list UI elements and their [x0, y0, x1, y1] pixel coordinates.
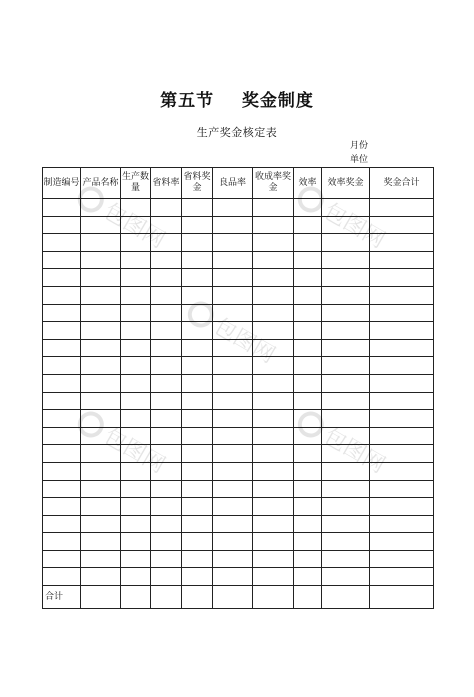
table-cell[interactable] [370, 445, 434, 463]
table-cell[interactable] [121, 286, 151, 304]
table-cell[interactable] [370, 480, 434, 498]
table-cell[interactable] [43, 462, 81, 480]
table-cell[interactable] [294, 550, 322, 568]
table-cell[interactable] [213, 199, 253, 217]
table-cell[interactable] [81, 445, 121, 463]
table-cell[interactable] [121, 374, 151, 392]
table-cell[interactable] [151, 462, 182, 480]
table-cell[interactable] [43, 392, 81, 410]
table-cell[interactable] [81, 550, 121, 568]
table-header-row [43, 168, 434, 199]
table-cell[interactable] [81, 251, 121, 269]
table-cell[interactable] [253, 251, 294, 269]
table-cell[interactable] [213, 392, 253, 410]
table-row [43, 427, 434, 445]
table-cell[interactable] [213, 234, 253, 252]
table-row [43, 199, 434, 217]
table-cell[interactable] [151, 304, 182, 322]
table-cell[interactable] [253, 427, 294, 445]
table-cell[interactable] [370, 410, 434, 428]
table-row [43, 498, 434, 516]
table-cell[interactable] [182, 568, 213, 586]
table-cell[interactable] [81, 480, 121, 498]
table-cell[interactable] [182, 234, 213, 252]
table-cell[interactable] [121, 515, 151, 533]
table-cell[interactable] [151, 216, 182, 234]
table-cell[interactable] [370, 322, 434, 340]
table-cell[interactable] [322, 322, 370, 340]
table-cell[interactable] [253, 533, 294, 551]
table-cell[interactable] [213, 322, 253, 340]
table-cell[interactable] [294, 322, 322, 340]
table-cell[interactable] [370, 533, 434, 551]
table-cell[interactable] [182, 427, 213, 445]
table-cell[interactable] [322, 286, 370, 304]
table-cell[interactable] [182, 251, 213, 269]
table-cell[interactable] [151, 515, 182, 533]
table-cell[interactable] [294, 357, 322, 375]
table-cell[interactable] [370, 462, 434, 480]
table-cell[interactable] [370, 251, 434, 269]
table-cell[interactable] [294, 286, 322, 304]
table-cell[interactable] [370, 234, 434, 252]
table-cell[interactable] [121, 216, 151, 234]
table-cell[interactable] [253, 462, 294, 480]
table-row [43, 357, 434, 375]
table-cell[interactable] [121, 339, 151, 357]
table-cell[interactable] [151, 427, 182, 445]
table-cell[interactable] [81, 339, 121, 357]
table-cell[interactable] [213, 339, 253, 357]
header-cell-6: 收成率奖金 [253, 168, 294, 199]
table-cell[interactable] [253, 550, 294, 568]
total-cell[interactable] [151, 586, 182, 609]
table-cell[interactable] [81, 515, 121, 533]
table-cell[interactable] [121, 427, 151, 445]
table-cell[interactable] [294, 216, 322, 234]
table-cell[interactable] [151, 269, 182, 287]
table-cell[interactable] [43, 374, 81, 392]
table-cell[interactable] [43, 322, 81, 340]
table-cell[interactable] [182, 515, 213, 533]
table-cell[interactable] [81, 374, 121, 392]
table-cell[interactable] [43, 339, 81, 357]
table-cell[interactable] [182, 304, 213, 322]
table-cell[interactable] [294, 269, 322, 287]
table-cell[interactable] [43, 480, 81, 498]
table-cell[interactable] [81, 533, 121, 551]
table-cell[interactable] [253, 374, 294, 392]
table-cell[interactable] [253, 568, 294, 586]
table-cell[interactable] [151, 533, 182, 551]
table-cell[interactable] [294, 533, 322, 551]
table-row [43, 339, 434, 357]
table-row [43, 322, 434, 340]
table-cell[interactable] [121, 533, 151, 551]
table-cell[interactable] [370, 427, 434, 445]
table-cell[interactable] [151, 550, 182, 568]
table-cell[interactable] [81, 269, 121, 287]
table-cell[interactable] [213, 498, 253, 516]
table-cell[interactable] [182, 533, 213, 551]
watermark-text: 包图网 [99, 423, 170, 479]
table-row [43, 234, 434, 252]
table-cell[interactable] [151, 410, 182, 428]
table-cell[interactable] [213, 515, 253, 533]
table-row [43, 374, 434, 392]
header-cell-7: 效率 [294, 168, 322, 199]
table-cell[interactable] [294, 251, 322, 269]
table-cell[interactable] [253, 322, 294, 340]
table-cell[interactable] [253, 216, 294, 234]
table-cell[interactable] [121, 304, 151, 322]
table-cell[interactable] [370, 339, 434, 357]
table-cell[interactable] [81, 286, 121, 304]
table-cell[interactable] [151, 374, 182, 392]
table-cell[interactable] [294, 498, 322, 516]
table-cell[interactable] [322, 374, 370, 392]
watermark-text: 包图网 [99, 198, 170, 254]
table-cell[interactable] [43, 515, 81, 533]
table-cell[interactable] [81, 410, 121, 428]
table-cell[interactable] [213, 427, 253, 445]
table-row [43, 445, 434, 463]
table-cell[interactable] [294, 462, 322, 480]
table-cell[interactable] [253, 304, 294, 322]
table-cell[interactable] [370, 498, 434, 516]
table-cell[interactable] [294, 234, 322, 252]
table-cell[interactable] [322, 199, 370, 217]
form-title: 生产奖金核定表 [196, 126, 278, 139]
table-cell[interactable] [213, 304, 253, 322]
table-cell[interactable] [213, 533, 253, 551]
table-cell[interactable] [294, 392, 322, 410]
total-cell[interactable] [213, 586, 253, 609]
table-cell[interactable] [121, 480, 151, 498]
table-cell[interactable] [151, 357, 182, 375]
table-cell[interactable] [213, 568, 253, 586]
table-cell[interactable] [182, 374, 213, 392]
table-row [43, 533, 434, 551]
table-cell[interactable] [43, 304, 81, 322]
table-cell[interactable] [213, 445, 253, 463]
table-cell[interactable] [322, 304, 370, 322]
table-cell[interactable] [43, 216, 81, 234]
table-row [43, 251, 434, 269]
table-cell[interactable] [294, 410, 322, 428]
table-cell[interactable] [182, 462, 213, 480]
header-cell-9: 奖金合计 [370, 168, 434, 199]
table-cell[interactable] [81, 427, 121, 445]
header-cell-4: 省料奖金 [182, 168, 213, 199]
table-cell[interactable] [121, 269, 151, 287]
table-row [43, 410, 434, 428]
table-cell[interactable] [121, 568, 151, 586]
table-cell[interactable] [370, 568, 434, 586]
table-cell[interactable] [253, 234, 294, 252]
table-cell[interactable] [253, 339, 294, 357]
table-cell[interactable] [182, 410, 213, 428]
table-cell[interactable] [213, 410, 253, 428]
table-cell[interactable] [121, 392, 151, 410]
table-cell[interactable] [81, 234, 121, 252]
table-cell[interactable] [322, 445, 370, 463]
table-cell[interactable] [81, 199, 121, 217]
table-cell[interactable] [322, 480, 370, 498]
table-cell[interactable] [43, 568, 81, 586]
table-cell[interactable] [182, 392, 213, 410]
table-cell[interactable] [151, 199, 182, 217]
table-cell[interactable] [121, 199, 151, 217]
header-cell-5: 良品率 [213, 168, 253, 199]
table-cell[interactable] [213, 251, 253, 269]
table-cell[interactable] [253, 392, 294, 410]
table-row [43, 568, 434, 586]
total-cell[interactable] [294, 586, 322, 609]
table-cell[interactable] [121, 322, 151, 340]
table-cell[interactable] [151, 339, 182, 357]
month-label: 月份 [350, 141, 369, 151]
table-cell[interactable] [294, 427, 322, 445]
table-cell[interactable] [182, 445, 213, 463]
table-cell[interactable] [322, 550, 370, 568]
table-cell[interactable] [322, 533, 370, 551]
table-cell[interactable] [253, 199, 294, 217]
table-cell[interactable] [43, 498, 81, 516]
table-cell[interactable] [294, 304, 322, 322]
table-cell[interactable] [43, 445, 81, 463]
table-cell[interactable] [43, 269, 81, 287]
table-row [43, 515, 434, 533]
table-cell[interactable] [370, 357, 434, 375]
table-cell[interactable] [294, 445, 322, 463]
table-row [43, 462, 434, 480]
table-cell[interactable] [182, 339, 213, 357]
table-cell[interactable] [43, 533, 81, 551]
table-cell[interactable] [322, 498, 370, 516]
table-cell[interactable] [253, 445, 294, 463]
table-row [43, 286, 434, 304]
table-cell[interactable] [294, 480, 322, 498]
table-cell[interactable] [253, 515, 294, 533]
total-cell[interactable] [81, 586, 121, 609]
page-title: 第五节 奖金制度 [160, 91, 314, 111]
table-cell[interactable] [253, 410, 294, 428]
table-cell[interactable] [43, 550, 81, 568]
table-cell[interactable] [121, 410, 151, 428]
table-cell[interactable] [81, 568, 121, 586]
table-cell[interactable] [322, 269, 370, 287]
total-cell[interactable] [322, 586, 370, 609]
table-cell[interactable] [151, 392, 182, 410]
table-cell[interactable] [182, 269, 213, 287]
table-cell[interactable] [121, 498, 151, 516]
total-cell[interactable] [121, 586, 151, 609]
table-cell[interactable] [322, 462, 370, 480]
table-cell[interactable] [81, 322, 121, 340]
table-cell[interactable] [182, 357, 213, 375]
header-cell-0: 制造编号 [43, 168, 81, 199]
table-cell[interactable] [294, 568, 322, 586]
table-cell[interactable] [121, 550, 151, 568]
table-body [43, 199, 434, 609]
table-cell[interactable] [182, 216, 213, 234]
table-cell[interactable] [151, 480, 182, 498]
table-row [43, 216, 434, 234]
table-row [43, 269, 434, 287]
table-cell[interactable] [370, 286, 434, 304]
table-cell[interactable] [322, 357, 370, 375]
table-cell[interactable] [81, 304, 121, 322]
table-cell[interactable] [322, 515, 370, 533]
table-cell[interactable] [43, 427, 81, 445]
table-cell[interactable] [121, 251, 151, 269]
table-cell[interactable] [151, 234, 182, 252]
table-cell[interactable] [213, 286, 253, 304]
table-cell[interactable] [213, 357, 253, 375]
table-cell[interactable] [322, 427, 370, 445]
unit-label: 单位 [350, 155, 369, 165]
table-cell[interactable] [43, 410, 81, 428]
total-cell[interactable] [370, 586, 434, 609]
table-cell[interactable] [121, 462, 151, 480]
table-cell[interactable] [182, 199, 213, 217]
table-cell[interactable] [121, 357, 151, 375]
table-cell[interactable] [370, 304, 434, 322]
table-row [43, 480, 434, 498]
table-cell[interactable] [81, 392, 121, 410]
table-cell[interactable] [43, 286, 81, 304]
table-cell[interactable] [182, 498, 213, 516]
total-row [43, 586, 434, 609]
table-cell[interactable] [151, 498, 182, 516]
table-cell[interactable] [213, 374, 253, 392]
table-cell[interactable] [182, 286, 213, 304]
table-cell[interactable] [182, 322, 213, 340]
header-cell-1: 产品名称 [81, 168, 121, 199]
watermark-text: 包图网 [319, 198, 390, 254]
table-cell[interactable] [253, 480, 294, 498]
total-label: 合计 [43, 586, 81, 609]
table-cell[interactable] [294, 199, 322, 217]
bonus-table [42, 167, 434, 609]
header-cell-8: 效率奖金 [322, 168, 370, 199]
table-cell[interactable] [322, 568, 370, 586]
table-cell[interactable] [253, 357, 294, 375]
table-cell[interactable] [151, 322, 182, 340]
table-cell[interactable] [121, 234, 151, 252]
table-cell[interactable] [322, 251, 370, 269]
table-cell[interactable] [253, 498, 294, 516]
table-cell[interactable] [151, 251, 182, 269]
table-cell[interactable] [151, 286, 182, 304]
table-cell[interactable] [322, 216, 370, 234]
table-cell[interactable] [43, 234, 81, 252]
table-cell[interactable] [213, 269, 253, 287]
header-cell-3: 省料率 [151, 168, 182, 199]
table-cell[interactable] [213, 480, 253, 498]
table-cell[interactable] [151, 445, 182, 463]
table-cell[interactable] [182, 550, 213, 568]
table-cell[interactable] [81, 462, 121, 480]
table-cell[interactable] [182, 480, 213, 498]
total-cell[interactable] [253, 586, 294, 609]
header-cell-2: 生产数量 [121, 168, 151, 199]
table-cell[interactable] [121, 445, 151, 463]
table-cell[interactable] [370, 550, 434, 568]
table-cell[interactable] [294, 339, 322, 357]
table-row [43, 392, 434, 410]
table-cell[interactable] [294, 515, 322, 533]
table-cell[interactable] [253, 286, 294, 304]
watermark-text: 包图网 [319, 423, 390, 479]
table-cell[interactable] [43, 357, 81, 375]
table-cell[interactable] [43, 199, 81, 217]
table-cell[interactable] [370, 199, 434, 217]
table-cell[interactable] [370, 269, 434, 287]
table-cell[interactable] [370, 216, 434, 234]
total-cell[interactable] [182, 586, 213, 609]
table-cell[interactable] [213, 216, 253, 234]
table-cell[interactable] [151, 568, 182, 586]
table-row [43, 550, 434, 568]
table-cell[interactable] [294, 374, 322, 392]
table-cell[interactable] [81, 498, 121, 516]
table-cell[interactable] [213, 550, 253, 568]
table-cell[interactable] [370, 515, 434, 533]
table-cell[interactable] [213, 462, 253, 480]
table-cell[interactable] [81, 216, 121, 234]
table-cell[interactable] [370, 374, 434, 392]
table-cell[interactable] [322, 339, 370, 357]
table-cell[interactable] [322, 392, 370, 410]
table-cell[interactable] [43, 251, 81, 269]
table-cell[interactable] [253, 269, 294, 287]
table-cell[interactable] [81, 357, 121, 375]
table-row [43, 304, 434, 322]
table-cell[interactable] [322, 410, 370, 428]
table-cell[interactable] [322, 234, 370, 252]
table-cell[interactable] [370, 392, 434, 410]
watermark-text: 包图网 [209, 313, 280, 369]
